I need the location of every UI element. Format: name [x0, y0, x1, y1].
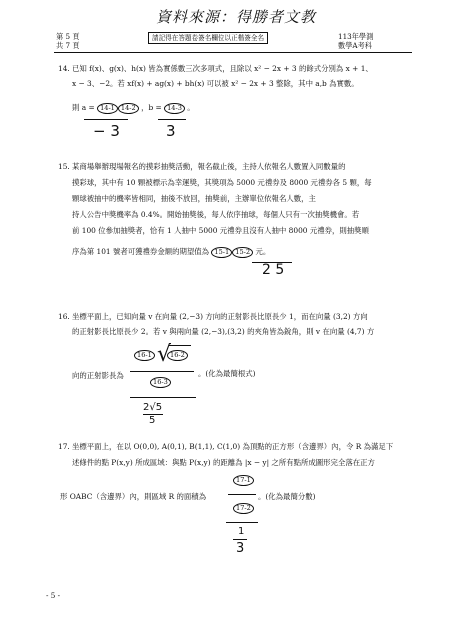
sqrt-overline: [169, 345, 191, 346]
page-label: 第 5 頁: [56, 32, 80, 41]
q17-underline: [226, 522, 258, 523]
q16-line1: 坐標平面上，已知向量 v 在向量 (2,−3) 方向的正射影長比原長少 1，而在向量 (3,2) 方向: [72, 312, 368, 321]
sqrt-sign: √: [157, 342, 172, 367]
q14-underline-b: [158, 119, 186, 120]
total-pages-label: 共 7 頁: [56, 41, 80, 50]
q14-answer-line: [72, 101, 195, 115]
q17-fraction-line: [228, 494, 256, 495]
q17-line1: 坐標平面上，在以 O(0,0), A(0,1), B(1,1), C(1,0) 為頂點的正方形（含邊界）內，令 R 為滿足下: [72, 442, 394, 451]
q17-handwritten-fraction-line: [233, 539, 247, 540]
answer-box-16-2: 16-2: [167, 350, 188, 361]
signature-notice: 請記得在答題卷簽名欄位以正楷簽全名: [148, 32, 268, 44]
page-number-footer: - 5 -: [46, 591, 60, 600]
q15-answer-line: [72, 245, 270, 259]
q15-line1: 某商場舉辦現場報名的摸彩抽獎活動，報名截止後，主持人依報名人數置入同數量的: [72, 162, 346, 171]
q17-number: 17.: [58, 442, 70, 451]
q15-suffix: 元。: [255, 247, 271, 256]
exam-year: 113年學測: [338, 32, 374, 41]
q16-number: 16.: [58, 312, 70, 321]
q14-handwritten-b: 3: [166, 122, 176, 140]
answer-box-14-3: 14-3: [164, 103, 185, 114]
q17-prefix: 形 OABC（含邊界）內，則區域 R 的面積為: [60, 492, 207, 501]
q15-prefix: 序為第 101 號者可獲禮券金額的期望值為: [72, 247, 210, 256]
answer-box-15-1: 15-1: [211, 247, 232, 258]
q14-number: 14.: [58, 64, 70, 73]
q14-answer-prefix: 則 a =: [72, 103, 95, 112]
q16-handwritten-numerator: 2√5: [143, 402, 163, 413]
q14-end: 。: [187, 103, 195, 112]
subject-label: 數學A考科: [338, 41, 372, 50]
q14-sep: ，b =: [141, 103, 162, 112]
q14-line1: 已知 f(x)、g(x)、h(x) 皆為實係數三次多項式，且除以 x² − 2x + 3 的餘式分別為 x + 1、: [72, 64, 373, 73]
q17-handwritten-denominator: 3: [236, 541, 245, 556]
answer-box-16-1: 16-1: [134, 350, 155, 361]
q14-line2: x − 3、−2。若 xf(x) + ag(x) + bh(x) 可以被 x² − 2x + 3 整除，其中 a,b 為實數。: [72, 79, 359, 88]
q16-suffix: 。(化為最簡根式): [198, 369, 256, 378]
q16-fraction-line: [130, 371, 194, 372]
q15-line4: 持人公告中獎機率為 0.4%。開始抽獎後，每人依序抽球，每個人只有一次抽獎機會。若: [72, 210, 360, 219]
q17-line2: 述條件的點 P(x,y) 所成區域：與點 P(x,y) 的距離為 |x − y| 之所有點所成圖形完全落在正方: [72, 458, 375, 467]
answer-box-17-2: 17-2: [233, 503, 254, 514]
q16-underline: [130, 397, 196, 398]
q17-suffix: 。(化為最簡分數): [258, 492, 316, 501]
q16-line2: 的正射影長比原長少 2。若 v 與兩向量 (2,−3),(3,2) 的夾角皆為銳角，則 v 在向量 (4,7) 方: [72, 327, 375, 336]
answer-box-16-3: 16-3: [150, 377, 171, 388]
q15-handwritten-answer: 2 5: [262, 262, 285, 278]
q15-number: 15.: [58, 162, 70, 171]
q14-handwritten-a: − 3: [93, 122, 120, 140]
answer-box-14-2: 14-2: [118, 103, 139, 114]
q15-line5: 前 100 位參加抽獎者，恰有 1 人抽中 5000 元禮券且沒有人抽中 8000 元禮券，則抽獎順: [72, 226, 369, 235]
handwritten-title: 資料來源：得勝者文教: [156, 8, 317, 26]
answer-box-14-1: 14-1: [97, 103, 118, 114]
header-rule: [54, 52, 412, 53]
q16-prefix: 向的正射影長為: [72, 371, 124, 380]
q15-line3: 顆球被抽中的機率皆相同，抽後不放回，抽獎前，主辦單位依報名人數，主: [72, 194, 316, 203]
answer-box-17-1: 17-1: [233, 475, 254, 486]
answer-box-15-2: 15-2: [232, 247, 253, 258]
q16-handwritten-denominator: 5: [149, 415, 156, 426]
q15-line2: 摸彩球，其中有 10 顆被標示為幸運獎，其獎項為 5000 元禮券及 8000 元禮券各 5 顆，每: [72, 178, 372, 187]
q14-underline-a: [84, 119, 128, 120]
q17-handwritten-numerator: 1: [238, 526, 245, 537]
